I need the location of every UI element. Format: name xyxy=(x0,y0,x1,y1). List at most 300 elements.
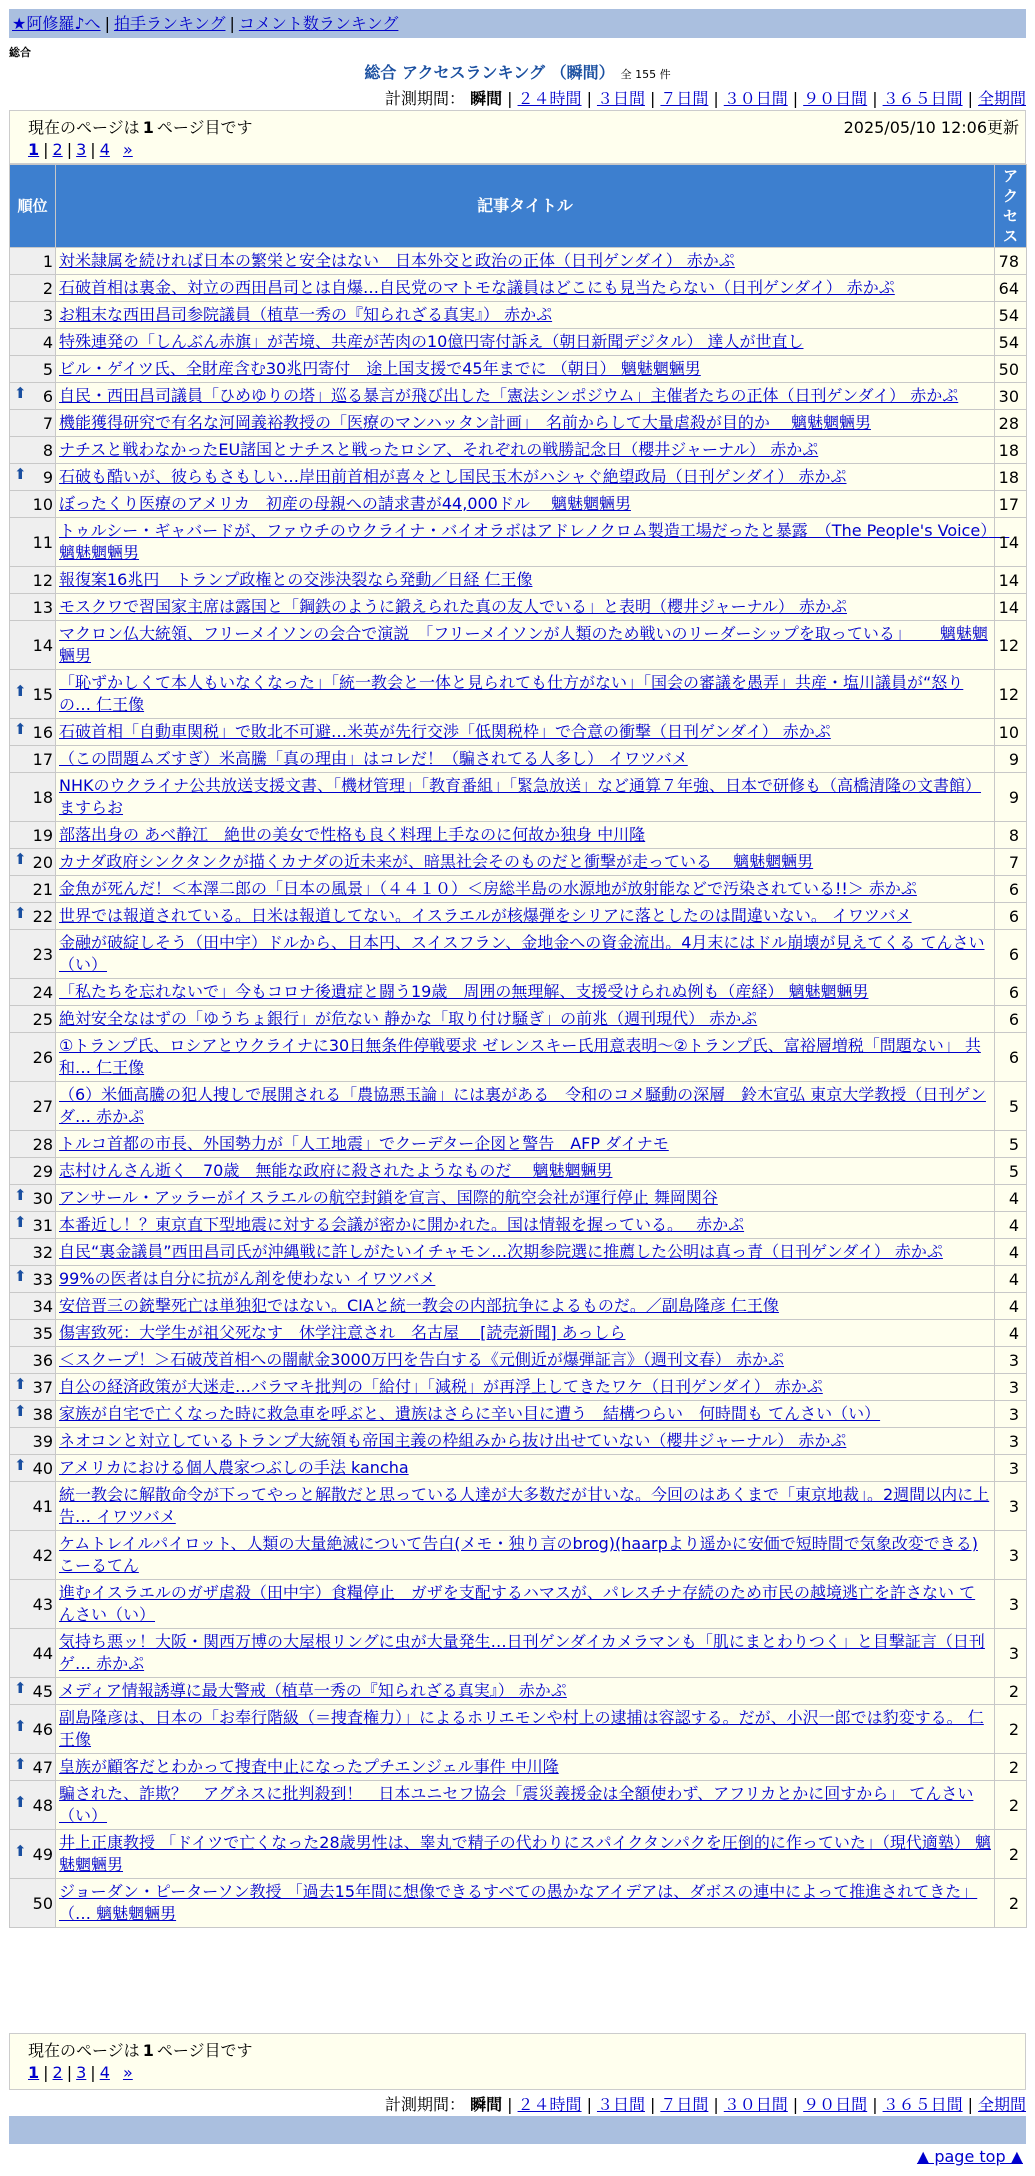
rank-cell xyxy=(10,1266,56,1293)
access-count: 12 xyxy=(995,621,1027,670)
access-count: 9 xyxy=(995,746,1027,773)
rank-number: 2 xyxy=(42,278,53,298)
table-row xyxy=(10,979,1027,1006)
access-count: 2 xyxy=(995,1678,1027,1705)
period-separator: | xyxy=(507,2095,513,2114)
access-count: 4 xyxy=(995,1293,1027,1320)
title-cell xyxy=(56,356,995,383)
table-row xyxy=(10,1629,1027,1678)
rank-cell xyxy=(10,383,56,410)
period-link-30d[interactable]: ３０日間 xyxy=(723,89,788,108)
rank-cell xyxy=(10,248,56,275)
rank-number: 14 xyxy=(32,635,53,655)
period-link-7d[interactable]: ７日間 xyxy=(660,89,709,108)
article-link[interactable]: 特殊連発の「しんぶん赤旗」が苦境、共産が苦肉の10億円寄付訴え（朝日新聞デジタル） 達人が世直し xyxy=(59,332,804,351)
page-title: 総合 アクセスランキング （瞬間） xyxy=(364,63,615,82)
page-link-next[interactable]: » xyxy=(122,140,133,159)
article-link[interactable]: ジョーダン・ピーターソン教授 「過去15年間に想像できるすべての愚かなアイデアは、ダボスの連中によって推進されてきた」（… 魑魅魍魎男 xyxy=(59,1882,978,1923)
title-cell xyxy=(56,1266,995,1293)
page-link-4[interactable]: 4 xyxy=(99,140,110,159)
rank-cell xyxy=(10,1428,56,1455)
rank-cell xyxy=(10,979,56,1006)
access-count: 4 xyxy=(995,1212,1027,1239)
rank-number: 34 xyxy=(32,1296,53,1316)
article-link[interactable]: 自民“裏金議員”西田昌司氏が沖縄戦に許しがたいイチャモン…次期参院選に推薦した公明は真っ青（日刊ゲンダイ） 赤かぷ xyxy=(59,1242,943,1261)
article-link[interactable]: 井上正康教授 「ドイツで亡くなった28歳男性は、睾丸で精子の代わりにスパイクタンパクを圧倒的に作っていた」（現代適塾） 魑魅魍魎男 xyxy=(59,1833,991,1874)
total-count: 全 155 件 xyxy=(620,68,671,81)
rank-cell xyxy=(10,773,56,822)
title-cell xyxy=(56,410,995,437)
article-link[interactable]: アンサール・アッラーがイスラエルの航空封鎖を宣言、国際的航空会社が運行停止 舞岡関谷 xyxy=(59,1188,718,1207)
rank-up-arrow-icon: ⬆ xyxy=(14,465,27,483)
nav-link-clap-ranking[interactable]: 拍手ランキング xyxy=(113,14,226,33)
rank-cell xyxy=(10,1131,56,1158)
nav-separator: | xyxy=(229,14,235,33)
rank-cell xyxy=(10,1580,56,1629)
table-row xyxy=(10,567,1027,594)
article-link[interactable]: 金融が破綻しそう（田中宇）ドルから、日本円、スイスフラン、金地金への資金流出。4月末にはドル崩壊が見えてくる てんさい（い） xyxy=(59,933,985,974)
rank-number: 7 xyxy=(42,413,53,433)
article-link[interactable]: ケムトレイルパイロット、人類の大量絶滅について告白(メモ・独り言のbrog)(haarpより遥かに安価で短時間で気象改変できる) こーるてん xyxy=(59,1534,978,1575)
article-link[interactable]: 世界では報道されている。日米は報道してない。イスラエルが核爆弾をシリアに落としたのは間違いない。 イワツバメ xyxy=(59,906,912,925)
table-row xyxy=(10,1580,1027,1629)
article-link[interactable]: 石破首相「自動車関税」で敗北不可避…米英が先行交渉「低関税枠」で合意の衝撃（日刊ゲンダイ） 赤かぷ xyxy=(59,722,831,741)
article-link[interactable]: マクロン仏大統領、フリーメイソンの会合で演説 「フリーメイソンが人類のため戦いのリーダーシップを取っている」 魑魅魍魎男 xyxy=(59,624,988,665)
article-link[interactable]: モスクワで習国家主席は露国と「鋼鉄のように鍛えられた真の友人でいる」と表明（櫻井ジャーナル） 赤かぷ xyxy=(59,597,847,616)
page-separator: | xyxy=(90,140,96,159)
article-link[interactable]: トゥルシー・ギャバードが、ファウチのウクライナ・バイオラボはアドレノクロム製造工場だったと暴露 （The People's Voice） 魑魅魍魎男 xyxy=(59,521,1010,562)
rank-cell xyxy=(10,437,56,464)
period-link-7d[interactable]: ７日間 xyxy=(660,2095,709,2114)
article-link[interactable]: 騙された、詐欺？ アグネスに批判殺到！ 日本ユニセフ協会「震災義援金は全額使わず、アフリカとかに回すから」 てんさい（い） xyxy=(59,1784,974,1825)
rank-up-arrow-icon: ⬆ xyxy=(14,384,27,402)
rank-number: 18 xyxy=(32,787,53,807)
rank-cell xyxy=(10,1482,56,1531)
rank-number: 40 xyxy=(32,1458,53,1478)
access-count: 50 xyxy=(995,356,1027,383)
article-link[interactable]: 対米隷属を続ければ日本の繁栄と安全はない 日本外交と政治の正体（日刊ゲンダイ） 赤かぷ xyxy=(59,251,735,270)
access-count: 3 xyxy=(995,1428,1027,1455)
breadcrumb: 総合 xyxy=(9,46,31,59)
article-link[interactable]: NHKのウクライナ公共放送支援文書、「機材管理」「教育番組」「緊急放送」など通算７年強、日本で研修も（高橋清隆の文書館） ますらお xyxy=(59,776,982,817)
article-link[interactable]: 絶対安全なはずの「ゆうちょ銀行」が危ない 静かな「取り付け騒ぎ」の前兆（週刊現代） 赤かぷ xyxy=(59,1009,758,1028)
article-link[interactable]: 石破首相は裏金、対立の西田昌司とは自爆…自民党のマトモな議員はどこにも見当たらない（日刊ゲンダイ） 赤かぷ xyxy=(59,278,895,297)
rank-number: 17 xyxy=(32,749,53,769)
rank-cell xyxy=(10,491,56,518)
article-link[interactable]: 金魚が死んだ！＜本澤二郎の「日本の風景」（４４１０）＜房総半島の水源地が放射能などで汚染されている!!＞ 赤かぷ xyxy=(59,879,917,898)
rank-cell xyxy=(10,1629,56,1678)
period-separator: | xyxy=(967,89,973,108)
period-current: 瞬間 xyxy=(470,89,503,108)
article-link[interactable]: 本番近し！？東京直下型地震に対する会議が密かに開かれた。国は情報を握っている。 赤かぷ xyxy=(59,1215,745,1234)
title-cell xyxy=(56,1678,995,1705)
article-link[interactable]: 石破も酷いが、彼らもさもしい…岸田前首相が喜々とし国民玉木がハシャぐ絶望政局（日刊ゲンダイ） 赤かぷ xyxy=(59,467,847,486)
access-count: 14 xyxy=(995,518,1027,567)
rank-up-arrow-icon: ⬆ xyxy=(14,904,27,922)
rank-cell xyxy=(10,822,56,849)
table-row xyxy=(10,1266,1027,1293)
pager-suffix: ページ目です xyxy=(156,118,253,137)
title-cell xyxy=(56,773,995,822)
page-link-4[interactable]: 4 xyxy=(99,2063,110,2082)
current-page-text xyxy=(28,115,253,138)
ranking-table-body xyxy=(10,248,1027,1928)
page-separator: | xyxy=(66,140,73,159)
table-row xyxy=(10,1131,1027,1158)
access-count: 54 xyxy=(995,302,1027,329)
title-cell xyxy=(56,930,995,979)
title-cell xyxy=(56,1401,995,1428)
article-link[interactable]: ぼったくり医療のアメリカ 初産の母親への請求書が44,000ドル 魑魅魍魎男 xyxy=(59,494,631,513)
table-row xyxy=(10,356,1027,383)
article-link[interactable]: 自公の経済政策が大迷走…バラマキ批判の「給付」「減税」が再浮上してきたワケ（日刊ゲンダイ） 赤かぷ xyxy=(59,1377,823,1396)
rank-number: 45 xyxy=(32,1681,53,1701)
access-count: 17 xyxy=(995,491,1027,518)
title-cell xyxy=(56,1879,995,1928)
period-separator: | xyxy=(967,2095,973,2114)
access-count: 2 xyxy=(995,1879,1027,1928)
table-row xyxy=(10,876,1027,903)
rank-cell xyxy=(10,518,56,567)
title-cell xyxy=(56,621,995,670)
period-separator: | xyxy=(507,89,513,108)
rank-cell xyxy=(10,1293,56,1320)
access-count: 5 xyxy=(995,1082,1027,1131)
rank-number: 37 xyxy=(32,1377,53,1397)
title-cell xyxy=(56,746,995,773)
period-current: 瞬間 xyxy=(470,2095,503,2114)
rank-number: 1 xyxy=(42,251,53,271)
article-link[interactable]: 皇族が顧客だとわかって捜査中止になったプチエンジェル事件 中川隆 xyxy=(59,1757,559,1776)
access-count: 2 xyxy=(995,1781,1027,1830)
access-count: 6 xyxy=(995,1006,1027,1033)
rank-cell xyxy=(10,329,56,356)
article-link[interactable]: 部落出身の あべ静江 絶世の美女で性格も良く料理上手なのに何故か独身 中川隆 xyxy=(59,825,646,844)
title-cell xyxy=(56,1131,995,1158)
rank-cell xyxy=(10,746,56,773)
nav-link-asyura-home[interactable]: ★阿修羅♪へ xyxy=(12,14,101,33)
page-top-link[interactable]: ▲ page top ▲ xyxy=(916,2147,1023,2166)
table-row xyxy=(10,1158,1027,1185)
access-count: 5 xyxy=(995,1158,1027,1185)
bottom-bar xyxy=(9,2116,1026,2144)
page-link-current[interactable]: 1 xyxy=(28,140,40,159)
article-link[interactable]: ①トランプ氏、ロシアとウクライナに30日無条件停戦要求 ゼレンスキー氏用意表明～②トランプ氏、富裕層増税「問題ない」 共和… 仁王像 xyxy=(59,1036,981,1077)
table-row xyxy=(10,329,1027,356)
rank-number: 23 xyxy=(32,944,53,964)
title-cell xyxy=(56,383,995,410)
page-link-2[interactable]: 2 xyxy=(52,140,63,159)
access-count: 3 xyxy=(995,1580,1027,1629)
article-link[interactable]: 機能獲得研究で有名な河岡義裕教授の「医療のマンハッタン計画」 名前からして大量虐殺が目的か 魑魅魍魎男 xyxy=(59,413,871,432)
title-cell xyxy=(56,849,995,876)
article-link[interactable]: アメリカにおける個人農家つぶしの手法 kancha xyxy=(59,1458,409,1477)
article-link[interactable]: カナダ政府シンクタンクが描くカナダの近未来が、暗黒社会そのものだと衝撃が走っている 魑魅魍魎男 xyxy=(59,852,814,871)
article-link[interactable]: 安倍晋三の銃撃死亡は単独犯ではない。CIAと統一教会の内部抗争によるものだ。／副島隆彦 仁王像 xyxy=(59,1296,779,1315)
title-cell xyxy=(56,1580,995,1629)
access-count: 14 xyxy=(995,594,1027,621)
table-row xyxy=(10,670,1027,719)
pager-bottom xyxy=(9,2033,1026,2090)
article-link[interactable]: （6）米価高騰の犯人捜しで展開される「農協悪玉論」には裏がある 令和のコメ騒動の深層 鈴木宣弘 東京大学教授（日刊ゲンダ… 赤かぷ xyxy=(59,1085,986,1126)
table-row xyxy=(10,1830,1027,1879)
article-link[interactable]: 自民・西田昌司議員「ひめゆりの塔」巡る暴言が飛び出した「憲法シンポジウム」主催者たちの正体（日刊ゲンダイ） 赤かぷ xyxy=(59,386,959,405)
article-link[interactable]: 傷害致死：大学生が祖父死なす 休学注意され 名古屋 [読売新聞] あっしら xyxy=(59,1323,626,1342)
access-count: 18 xyxy=(995,437,1027,464)
rank-number: 33 xyxy=(32,1269,53,1289)
header-access: アクセス xyxy=(995,165,1027,248)
rank-up-arrow-icon: ⬆ xyxy=(14,682,27,700)
article-link[interactable]: 家族が自宅で亡くなった時に救急車を呼ぶと、遺族はさらに辛い目に遭う 結構つらい 何時間も てんさい（い） xyxy=(59,1404,881,1423)
table-row xyxy=(10,719,1027,746)
page-link-3[interactable]: 3 xyxy=(76,140,87,159)
ranking-table xyxy=(9,164,1027,1928)
access-count: 28 xyxy=(995,410,1027,437)
period-link-all[interactable]: 全期間 xyxy=(977,2095,1026,2114)
rank-number: 41 xyxy=(32,1496,53,1516)
access-count: 2 xyxy=(995,1705,1027,1754)
rank-cell xyxy=(10,1781,56,1830)
access-count: 5 xyxy=(995,1131,1027,1158)
article-link[interactable]: ＜スクープ！＞石破茂首相への闇献金3000万円を告白する《元側近が爆弾証言》（週刊文春） 赤かぷ xyxy=(59,1350,785,1369)
table-header-row xyxy=(10,165,1027,248)
access-count: 30 xyxy=(995,383,1027,410)
table-row xyxy=(10,1781,1027,1830)
access-count: 2 xyxy=(995,1754,1027,1781)
rank-up-arrow-icon: ⬆ xyxy=(14,1402,27,1420)
table-row xyxy=(10,437,1027,464)
period-separator: | xyxy=(713,89,719,108)
access-count: 4 xyxy=(995,1320,1027,1347)
rank-cell xyxy=(10,275,56,302)
period-link-30d[interactable]: ３０日間 xyxy=(723,2095,788,2114)
article-link[interactable]: 報復案16兆円 トランプ政権との交渉決裂なら発動／日経 仁王像 xyxy=(59,570,533,589)
pager-prefix: 現在のページは xyxy=(28,118,140,137)
table-row xyxy=(10,1531,1027,1580)
pager-top xyxy=(9,110,1026,164)
page-link-2[interactable]: 2 xyxy=(52,2063,63,2082)
title-cell xyxy=(56,903,995,930)
access-count: 6 xyxy=(995,1033,1027,1082)
nav-link-comment-ranking[interactable]: コメント数ランキング xyxy=(238,14,399,33)
rank-number: 47 xyxy=(32,1757,53,1777)
access-count: 4 xyxy=(995,1185,1027,1212)
article-link[interactable]: 志村けんさん逝く 70歳 無能な政府に殺されたようなものだ 魑魅魍魎男 xyxy=(59,1161,613,1180)
rank-cell xyxy=(10,302,56,329)
title-cell xyxy=(56,719,995,746)
article-link[interactable]: ビル・ゲイツ氏、全財産含む30兆円寄付 途上国支援で45年までに （朝日） 魑魅魍魎男 xyxy=(59,359,701,378)
access-count: 3 xyxy=(995,1347,1027,1374)
rank-cell xyxy=(10,1033,56,1082)
rank-number: 16 xyxy=(32,722,53,742)
title-cell xyxy=(56,302,995,329)
rank-number: 43 xyxy=(32,1594,53,1614)
rank-number: 39 xyxy=(32,1431,53,1451)
period-link-24h[interactable]: ２４時間 xyxy=(517,89,582,108)
rank-up-arrow-icon: ⬆ xyxy=(14,1213,27,1231)
article-link[interactable]: 副島隆彦は、日本の「お奉行階級（＝捜査権力）」によるホリエモンや村上の逮捕は容認する。だが、小沢一郎では豹変する。 仁王像 xyxy=(59,1708,984,1749)
title-cell xyxy=(56,1531,995,1580)
access-count: 3 xyxy=(995,1401,1027,1428)
rank-number: 20 xyxy=(32,852,53,872)
access-count: 3 xyxy=(995,1629,1027,1678)
rank-cell xyxy=(10,410,56,437)
title-cell xyxy=(56,491,995,518)
article-link[interactable]: 「私たちを忘れないで」今もコロナ後遺症と闘う19歳 周囲の無理解、支援受けられぬ例も（産経） 魑魅魍魎男 xyxy=(59,982,869,1001)
table-row xyxy=(10,1754,1027,1781)
rank-number: 31 xyxy=(32,1215,53,1235)
article-link[interactable]: 気持ち悪ッ！大阪・関西万博の大屋根リングに虫が大量発生…日刊ゲンダイカメラマンも「肌にまとわりつく」と目撃証言（日刊ゲ… 赤かぷ xyxy=(59,1632,985,1673)
title-cell xyxy=(56,1033,995,1082)
rank-number: 11 xyxy=(32,532,53,552)
rank-number: 13 xyxy=(32,597,53,617)
table-row xyxy=(10,903,1027,930)
period-separator: | xyxy=(792,89,799,108)
table-row xyxy=(10,302,1027,329)
page-separator: | xyxy=(43,2063,49,2082)
rank-number: 32 xyxy=(32,1242,53,1262)
title-cell xyxy=(56,1006,995,1033)
title-cell xyxy=(56,1830,995,1879)
article-link[interactable]: 統一教会に解散命令が下ってやっと解散だと思っている人達が大多数だが甘いな。今回のはあくまで「東京地裁」。2週間以内に上告… イワツバメ xyxy=(59,1485,990,1526)
access-count: 8 xyxy=(995,822,1027,849)
pager-current-number: 1 xyxy=(142,118,154,137)
title-cell xyxy=(56,1320,995,1347)
period-link-90d[interactable]: ９０日間 xyxy=(803,89,868,108)
table-row xyxy=(10,594,1027,621)
period-selector-top xyxy=(385,86,1026,109)
access-count: 78 xyxy=(995,248,1027,275)
table-row xyxy=(10,491,1027,518)
period-link-3d[interactable]: ３日間 xyxy=(596,2095,645,2114)
page-separator xyxy=(114,2063,119,2082)
rank-number: 3 xyxy=(42,305,53,325)
rank-number: 15 xyxy=(32,684,53,704)
article-link[interactable]: 進むイスラエルのガザ虐殺（田中宇）食糧停止 ガザを支配するハマスが、パレスチナ存続のため市民の越境逃亡を許さない てんさい（い） xyxy=(59,1583,976,1624)
rank-number: 24 xyxy=(32,982,53,1002)
table-row xyxy=(10,1879,1027,1928)
rank-cell xyxy=(10,1374,56,1401)
updated-timestamp: 2025/05/10 12:06更新 xyxy=(843,118,1019,137)
rank-cell xyxy=(10,356,56,383)
article-link[interactable]: ナチスと戦わなかったEU諸国とナチスと戦ったロシア、それぞれの戦勝記念日（櫻井ジャーナル） 赤かぷ xyxy=(59,440,819,459)
period-link-all[interactable]: 全期間 xyxy=(977,89,1026,108)
rank-cell xyxy=(10,849,56,876)
rank-number: 50 xyxy=(32,1893,53,1913)
rank-cell xyxy=(10,719,56,746)
period-link-365d[interactable]: ３６５日間 xyxy=(882,2095,963,2114)
table-row xyxy=(10,1705,1027,1754)
access-count: 3 xyxy=(995,1455,1027,1482)
rank-cell xyxy=(10,1401,56,1428)
access-count: 3 xyxy=(995,1374,1027,1401)
period-separator: | xyxy=(713,2095,719,2114)
rank-up-arrow-icon: ⬆ xyxy=(14,1755,27,1773)
page-link-next[interactable]: » xyxy=(122,2063,133,2082)
rank-cell xyxy=(10,1705,56,1754)
title-cell xyxy=(56,1158,995,1185)
article-link[interactable]: トルコ首都の市長、外国勢力が「人工地震」でクーデター企図と警告 AFP ダイナモ xyxy=(59,1134,669,1153)
rank-number: 21 xyxy=(32,879,53,899)
table-row xyxy=(10,1185,1027,1212)
title-cell xyxy=(56,1705,995,1754)
period-separator: | xyxy=(649,89,656,108)
rank-number: 36 xyxy=(32,1350,53,1370)
rank-cell xyxy=(10,903,56,930)
rank-number: 12 xyxy=(32,570,53,590)
period-separator: | xyxy=(792,2095,799,2114)
access-count: 4 xyxy=(995,1239,1027,1266)
period-separator: | xyxy=(586,89,592,108)
access-count: 4 xyxy=(995,1266,1027,1293)
period-link-3d[interactable]: ３日間 xyxy=(596,89,645,108)
table-row xyxy=(10,1212,1027,1239)
period-link-24h[interactable]: ２４時間 xyxy=(517,2095,582,2114)
pager-suffix: ページ目です xyxy=(156,2041,253,2060)
rank-cell xyxy=(10,1678,56,1705)
period-link-90d[interactable]: ９０日間 xyxy=(803,2095,868,2114)
title-cell xyxy=(56,464,995,491)
rank-cell xyxy=(10,1185,56,1212)
title-cell xyxy=(56,275,995,302)
access-count: 6 xyxy=(995,876,1027,903)
period-separator: | xyxy=(586,2095,592,2114)
page-link-3[interactable]: 3 xyxy=(76,2063,87,2082)
page-separator xyxy=(114,140,119,159)
rank-number: 4 xyxy=(42,332,53,352)
article-link[interactable]: 99%の医者は自分に抗がん剤を使わない イワツバメ xyxy=(59,1269,436,1288)
table-row xyxy=(10,410,1027,437)
table-row xyxy=(10,1320,1027,1347)
title-cell xyxy=(56,567,995,594)
access-count: 7 xyxy=(995,849,1027,876)
table-row xyxy=(10,464,1027,491)
access-count: 6 xyxy=(995,930,1027,979)
access-count: 9 xyxy=(995,773,1027,822)
period-link-365d[interactable]: ３６５日間 xyxy=(882,89,963,108)
period-label: 計測期間： xyxy=(385,2095,466,2114)
page-separator: | xyxy=(90,2063,96,2082)
rank-number: 22 xyxy=(32,906,53,926)
table-row xyxy=(10,930,1027,979)
title-cell xyxy=(56,979,995,1006)
title-cell xyxy=(56,329,995,356)
title-cell xyxy=(56,1754,995,1781)
article-link[interactable]: メディア情報誘導に最大警戒（植草一秀の『知られざる真実』） 赤かぷ xyxy=(59,1681,567,1700)
rank-cell xyxy=(10,1347,56,1374)
access-count: 18 xyxy=(995,464,1027,491)
page-links xyxy=(28,140,133,159)
article-link[interactable]: 「恥ずかしくて本人もいなくなった」「統一教会と一体と見られても仕方がない」「国会の審議を愚弄」共産・塩川議員が“怒りの… 仁王像 xyxy=(59,673,964,714)
header-rank: 順位 xyxy=(10,165,56,248)
current-page-text xyxy=(28,2038,253,2061)
page-link-current[interactable]: 1 xyxy=(28,2063,40,2082)
title-cell xyxy=(56,594,995,621)
rank-up-arrow-icon: ⬆ xyxy=(14,1375,27,1393)
article-link[interactable]: （この問題ムズすぎ）米高騰「真の理由」はコレだ！（騙されてる人多し） イワツバメ xyxy=(59,749,688,768)
article-link[interactable]: お粗末な西田昌司参院議員（植草一秀の『知られざる真実』） 赤かぷ xyxy=(59,305,553,324)
rank-up-arrow-icon: ⬆ xyxy=(14,1186,27,1204)
table-row xyxy=(10,275,1027,302)
title-cell xyxy=(56,1185,995,1212)
table-row xyxy=(10,1033,1027,1082)
article-link[interactable]: ネオコンと対立しているトランプ大統領も帝国主義の枠組みから抜け出せていない（櫻井ジャーナル） 赤かぷ xyxy=(59,1431,847,1450)
title-cell xyxy=(56,1428,995,1455)
table-row xyxy=(10,1239,1027,1266)
title-cell xyxy=(56,1293,995,1320)
table-row xyxy=(10,621,1027,670)
rank-number: 25 xyxy=(32,1009,53,1029)
